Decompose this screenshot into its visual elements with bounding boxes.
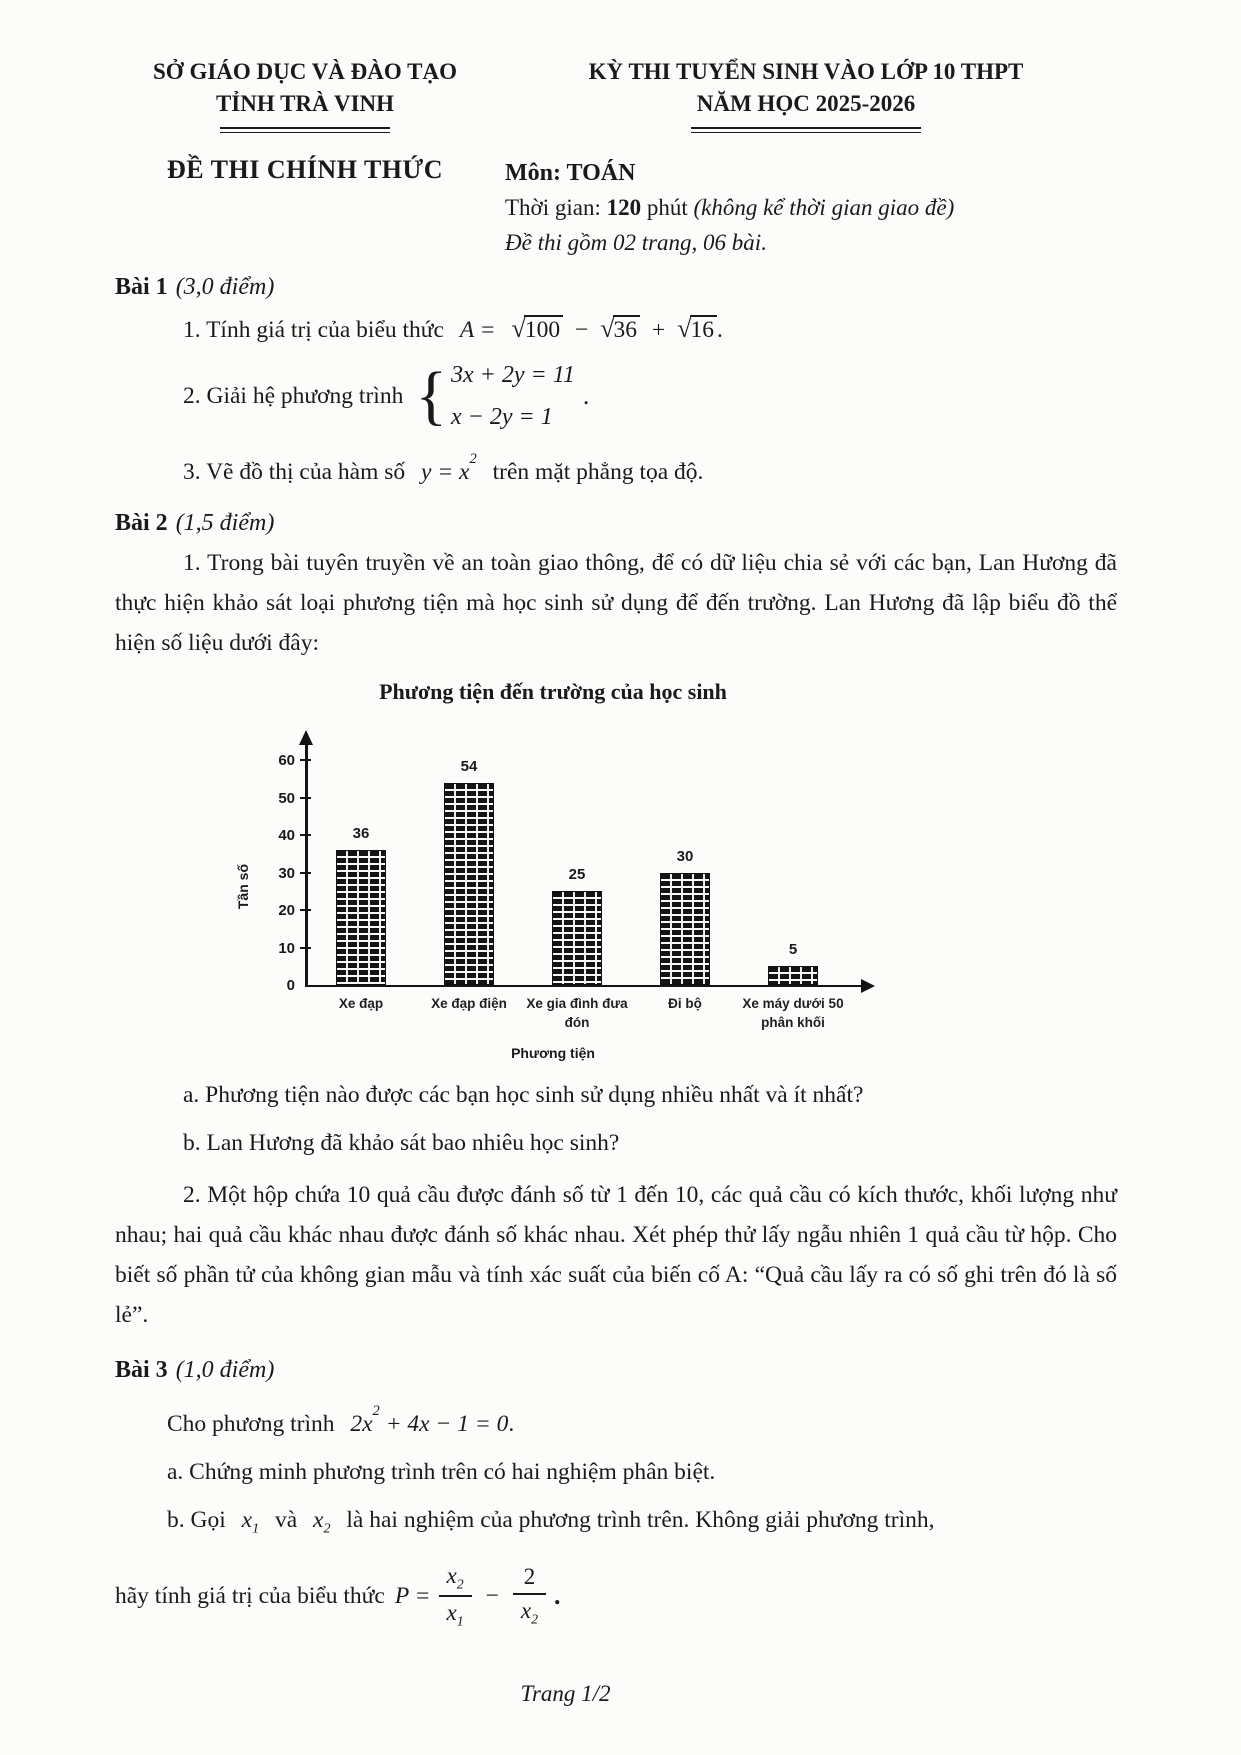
y-tick-label: 40 [278, 827, 295, 845]
exam-name-line1: KỲ THI TUYỂN SINH VÀO LỚP 10 THPT [588, 59, 1024, 84]
bai1-q3-text: 3. Vẽ đồ thị của hàm số [183, 459, 406, 486]
bar-1 [444, 757, 494, 986]
math-x2 [313, 1506, 331, 1537]
radicand-16: 16 [690, 315, 718, 343]
bai1-q2 [115, 354, 1117, 438]
x-categories [307, 995, 847, 1033]
bai2-title: Bài 2 [115, 510, 168, 537]
official-exam-label: ĐỀ THI CHÍNH THỨC [166, 155, 443, 185]
header [115, 56, 1117, 133]
exponent-2: 2 [372, 1402, 380, 1419]
bar-2 [552, 866, 602, 985]
fraction-denominator [513, 1593, 546, 1628]
bai1-q3-post: trên mặt phẳng tọa độ. [492, 459, 704, 486]
x-category-label-3: Đi bộ [668, 996, 702, 1012]
bar-3 [660, 847, 710, 986]
y-axis-arrow-icon [299, 730, 313, 745]
department-line2: TỈNH TRÀ VINH [215, 91, 395, 117]
exam-name-line2: NĂM HỌC 2025-2026 [696, 91, 916, 117]
subscript-2: 2 [531, 1611, 539, 1627]
bar-4 [768, 941, 818, 985]
plus-operator: + [651, 317, 666, 344]
radical-icon: √ [600, 314, 615, 344]
subscript-2: 2 [456, 1576, 464, 1592]
x-var: x [446, 1600, 457, 1626]
y-tick-label: 60 [278, 752, 295, 770]
math-y-equals-x-squared [421, 451, 477, 486]
bar-0 [336, 825, 386, 985]
time-value: 120 [606, 195, 642, 221]
x-category-label-4: Xe máy dưới 50 phân khối [742, 996, 844, 1031]
y-axis-title: Tần số [235, 864, 251, 910]
x-var: x [313, 1506, 324, 1533]
x-category-label-1: Xe đạp điện [431, 996, 507, 1012]
chart-title: Phương tiện đến trường của học sinh [379, 679, 727, 705]
math-2x: 2x [350, 1410, 373, 1437]
bai2-points: (1,5 điểm) [175, 510, 275, 537]
bai2-q2-paragraph: 2. Một hộp chứa 10 quả cầu được đánh số từ 1 đến 10, các quả cầu có kích thước, khối lượng như nhau; hai quả cầu khác nhau được đánh số khác nhau. Xét phép thử lấy ngẫu nhiên 1 quả cầu từ hộp. Cho biết số phần tử của không gian mẫu và tính xác suất của biến cố A: “Quả cầu lấy ra có số ghi trên đó là số lẻ”. [115, 1181, 1117, 1328]
y-tick-label: 20 [278, 902, 295, 920]
bai1-points: (3,0 điểm) [175, 274, 275, 301]
bai3-qc-pre: hãy tính giá trị của biểu thức [115, 1582, 385, 1609]
fraction-denominator [439, 1595, 472, 1630]
bai2-heading [115, 510, 1117, 537]
department-line1: SỞ GIÁO DỤC VÀ ĐÀO TẠO [153, 59, 457, 84]
bai1-heading [115, 274, 1117, 301]
left-brace: { [415, 359, 447, 433]
bai2-q1-paragraph: 1. Trong bài tuyên truyền về an toàn giao thông, để có dữ liệu chia sẻ với các bạn, Lan Hương đã thực hiện khảo sát loại phương tiện mà học sinh sử dụng để đến trường. Lan Hương đã lập biểu đồ thể hiện số liệu dưới đây: [115, 550, 1117, 657]
bar-value-label: 25 [568, 866, 586, 884]
time-prefix: Thời gian: [505, 195, 607, 221]
radicand-100: 100 [524, 315, 563, 343]
fraction-numerator: 2 [523, 1564, 536, 1590]
bai3-intro [115, 1398, 1117, 1444]
bai1-q2-text: 2. Giải hệ phương trình [183, 382, 404, 409]
bai3-qb-post: là hai nghiệm của phương trình trên. Không giải phương trình, [346, 1506, 935, 1533]
subject-line: Môn: TOÁN [505, 160, 636, 187]
page-number: Trang 1/2 [520, 1681, 611, 1706]
radical-icon: √ [511, 314, 526, 344]
period: . [508, 1410, 515, 1437]
time-line [505, 191, 1117, 226]
math-rest: + 4x − 1 = 0 [379, 1410, 509, 1437]
equation-system [451, 354, 575, 438]
end-period: . [554, 1581, 561, 1611]
radical-icon: √ [677, 314, 692, 344]
bai3-question-c [115, 1563, 1117, 1630]
bar-value-label: 54 [460, 757, 478, 775]
equation-1: 3x + 2y = 11 [451, 362, 575, 389]
minus-operator: − [574, 317, 589, 344]
bai3-points: (1,0 điểm) [175, 1356, 275, 1383]
math-P-equals: P = [394, 1582, 431, 1609]
subscript-2: 2 [323, 1520, 331, 1537]
time-mid: phút [641, 195, 694, 221]
chart-plot [233, 719, 873, 995]
exponent-2: 2 [469, 451, 477, 468]
header-left-block [115, 56, 495, 133]
sqrt-100 [511, 314, 563, 344]
fraction-2-over-x2 [513, 1564, 546, 1628]
x-category-label-2: Xe gia đình đưa đón [526, 996, 628, 1031]
bai1-q1 [115, 309, 1117, 350]
fraction-numerator [439, 1563, 472, 1596]
math-base: y = x [421, 459, 470, 486]
exam-meta [495, 155, 1117, 260]
bai3-question-b [115, 1500, 1117, 1549]
header-row-2 [115, 155, 1117, 260]
equation-2: x − 2y = 1 [451, 404, 553, 431]
sqrt-36 [600, 314, 640, 344]
x-var: x [446, 1562, 457, 1588]
x-var: x [241, 1506, 253, 1533]
math-quadratic [350, 1402, 509, 1437]
y-tick-label: 10 [278, 939, 295, 957]
y-tick-label: 30 [278, 864, 295, 882]
math-x1 [241, 1506, 260, 1537]
x-var: x [520, 1598, 532, 1624]
y-tick-label: 50 [278, 789, 295, 807]
bar-value-label: 36 [352, 825, 370, 843]
fraction-x2-over-x1 [439, 1563, 472, 1630]
math-A-equals: A = [459, 317, 496, 344]
bai1-title: Bài 1 [115, 274, 168, 301]
bars-group [307, 757, 847, 985]
x-axis-title: Phương tiện [511, 1044, 595, 1061]
bai2-question-a: a. Phương tiện nào được các bạn học sinh sử dụng nhiều nhất và ít nhất? [183, 1081, 864, 1108]
bai3-question-a: a. Chứng minh phương trình trên có hai nghiệm phân biệt. [167, 1458, 716, 1485]
bai2-question-b: b. Lan Hương đã khảo sát bao nhiêu học sinh? [183, 1129, 620, 1156]
bai3-qb-mid: và [274, 1506, 298, 1533]
left-underline [220, 127, 390, 133]
subscript-1: 1 [456, 1613, 464, 1629]
sqrt-16 [677, 314, 717, 344]
subscript-1: 1 [252, 1520, 260, 1537]
right-underline [691, 127, 921, 133]
bai1-q1-text: 1. Tính giá trị của biểu thức [183, 317, 444, 344]
pages-note: Đề thi gồm 02 trang, 06 bài. [505, 229, 767, 255]
x-axis-arrow-icon [861, 979, 875, 993]
radicand-36: 36 [613, 315, 641, 343]
minus-operator: − [485, 1582, 499, 1609]
bai3-intro-text: Cho phương trình [167, 1410, 335, 1437]
bai3-qb-pre: b. Gọi [167, 1506, 226, 1533]
x-category-label-0: Xe đạp [338, 996, 384, 1012]
bar-value-label: 5 [788, 941, 798, 959]
y-tick-label: 0 [286, 977, 295, 995]
header-right-block [495, 56, 1117, 133]
bar-value-label: 30 [676, 847, 694, 865]
time-note: (không kể thời gian giao đề) [693, 195, 955, 221]
period: . [582, 381, 590, 411]
period: . [717, 317, 723, 344]
bai3-title: Bài 3 [115, 1356, 168, 1383]
bar-chart [233, 679, 873, 1061]
bai3-heading [115, 1357, 1117, 1384]
bai1-q3 [115, 446, 1117, 492]
